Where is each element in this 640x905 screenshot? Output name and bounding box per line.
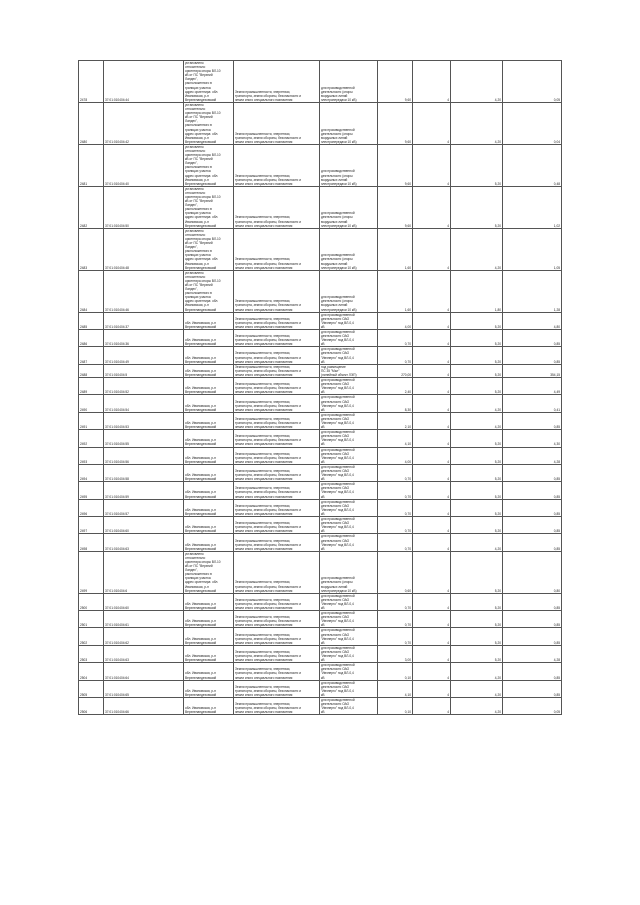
cadastral-number: 37:01:010404:6 <box>104 551 184 593</box>
permitted-use: для производственной деятельности ОАО "Ивэнерго" под ВЛ-0,4 кВ <box>320 412 378 429</box>
table-body <box>79 61 562 715</box>
rate-value: 4 <box>413 270 451 312</box>
permitted-use: для производственной деятельности ОАО "Ивэнерго" под ВЛ-0,4 кВ <box>320 330 378 347</box>
cadastral-number: 37:01:010404:48 <box>104 228 184 270</box>
permitted-use: для производственной деятельности ОАО "Ивэнерго" под ВЛ-0,4 кВ <box>320 464 378 481</box>
land-category: Земли промышленности, энергетики, транспорта, земли обороны, безопасности и земли иного специального назначения <box>234 534 320 551</box>
payment-value: 0,05 <box>503 697 562 714</box>
table-row <box>79 228 562 270</box>
rate-value: 4 <box>413 61 451 103</box>
table-row <box>79 102 562 144</box>
table-row <box>79 61 562 103</box>
permitted-use: для производственной деятельности (опоры воздушных линий электропередачи 10 кВ) <box>320 270 378 312</box>
location-description: обл. Ивановская, р-н Верхнеландеховский <box>184 593 234 610</box>
permitted-use: для производственной деятельности ОАО "Ивэнерго" под ВЛ-0,4 кВ <box>320 430 378 447</box>
location-description: обл. Ивановская, р-н Верхнеландеховский <box>184 628 234 645</box>
land-category: Земли промышленности, энергетики, транспорта, земли обороны, безопасности и земли иного специального назначения <box>234 593 320 610</box>
land-category: Земли промышленности, энергетики, транспорта, земли обороны, безопасности и земли иного специального назначения <box>234 364 320 377</box>
land-category: Земли промышленности, энергетики, транспорта, земли обороны, безопасности и земли иного специального назначения <box>234 611 320 628</box>
payment-value: 4,49 <box>503 378 562 395</box>
land-category: Земли промышленности, энергетики, транспорта, земли обороны, безопасности и земли иного специального назначения <box>234 378 320 395</box>
permitted-use: для производственной деятельности ОАО "Ивэнерго" под ВЛ-0,4 кВ <box>320 347 378 364</box>
location-description: обл. Ивановская, р-н Верхнеландеховский <box>184 330 234 347</box>
row-number: 2481 <box>79 144 104 186</box>
land-category: Земли промышленности, энергетики, транспорта, земли обороны, безопасности и земли иного специального назначения <box>234 517 320 534</box>
table-row <box>79 645 562 662</box>
area-value: 0,70 <box>378 611 413 628</box>
area-value: 2,40 <box>378 378 413 395</box>
row-number: 2491 <box>79 412 104 429</box>
row-number: 2485 <box>79 312 104 329</box>
location-description: обл. Ивановская, р-н Верхнеландеховский <box>184 412 234 429</box>
land-category: Земли промышленности, энергетики, транспорта, земли обороны, безопасности и земли иного специального назначения <box>234 347 320 364</box>
cadastral-number: 37:01:010404:59 <box>104 482 184 499</box>
area-value: 0,70 <box>378 593 413 610</box>
rate-value: 4 <box>413 499 451 516</box>
payment-value: 4,28 <box>503 645 562 662</box>
rate-value: 4 <box>413 378 451 395</box>
payment-value: 354,15 <box>503 364 562 377</box>
land-category: Земли промышленности, энергетики, транспорта, земли обороны, безопасности и земли иного специального назначения <box>234 270 320 312</box>
area-value: 1,60 <box>378 270 413 312</box>
cadastral-number: 37:01:010404:50 <box>104 186 184 228</box>
land-category: Земли промышленности, энергетики, транспорта, земли обороны, безопасности и земли иного специального назначения <box>234 628 320 645</box>
area-value: 1,60 <box>378 228 413 270</box>
payment-value: 0,85 <box>503 593 562 610</box>
cadastral-number: 37:01:010404:42 <box>104 102 184 144</box>
rate-value: 4 <box>413 228 451 270</box>
permitted-use: для производственной деятельности ОАО "Ивэнерго" под ВЛ-0,4 кВ <box>320 680 378 697</box>
coefficient-value: 4,20 <box>451 102 503 144</box>
location-description: обл. Ивановская, р-н Верхнеландеховский <box>184 430 234 447</box>
cadastral-number: 37:01:010404:57 <box>104 499 184 516</box>
payment-value: 1,02 <box>503 186 562 228</box>
permitted-use: для производственной деятельности (опоры воздушных линий электропередачи 10 кВ) <box>320 186 378 228</box>
area-value: 0,70 <box>378 628 413 645</box>
table-row <box>79 499 562 516</box>
permitted-use: для производственной деятельности ОАО "Ивэнерго" под ВЛ-0,4 кВ <box>320 482 378 499</box>
cadastral-number: 37:01:010404:61 <box>104 611 184 628</box>
table-row <box>79 534 562 551</box>
location-description: обл. Ивановская, р-н Верхнеландеховский <box>184 663 234 680</box>
land-category: Земли промышленности, энергетики, транспорта, земли обороны, безопасности и земли иного специального назначения <box>234 663 320 680</box>
coefficient-value: 5,20 <box>451 499 503 516</box>
row-number: 2489 <box>79 378 104 395</box>
location-description: обл. Ивановская, р-н Верхнеландеховский <box>184 482 234 499</box>
rate-value: 4 <box>413 312 451 329</box>
coefficient-value: 5,20 <box>451 517 503 534</box>
location-description: установлено относительно ориентира опоры ВЛ-10 кВ от ПС "Верхний Ландех", расположенного в границах участка адрес ориентира: обл. Ивановская, р-н Верхнеландеховский <box>184 186 234 228</box>
permitted-use: для производственной деятельности ОАО "Ивэнерго" под ВЛ-0,4 кВ <box>320 663 378 680</box>
payment-value: 0,85 <box>503 663 562 680</box>
row-number: 2499 <box>79 551 104 593</box>
rate-value: 4 <box>413 364 451 377</box>
payment-value: 0,85 <box>503 517 562 534</box>
land-category: Земли промышленности, энергетики, транспорта, земли обороны, безопасности и земли иного специального назначения <box>234 464 320 481</box>
location-description: установлено относительно ориентира опоры ВЛ-10 кВ от ПС "Верхний Ландех", расположенного в границах участка адрес ориентира: обл. Ивановская, р-н Верхнеландеховский <box>184 144 234 186</box>
area-value: 0,70 <box>378 517 413 534</box>
row-number: 2487 <box>79 347 104 364</box>
payment-value: 0,85 <box>503 482 562 499</box>
rate-value: 4 <box>413 663 451 680</box>
payment-value: 0,85 <box>503 628 562 645</box>
area-value: 4,00 <box>378 447 413 464</box>
land-category: Земли промышленности, энергетики, транспорта, земли обороны, безопасности и земли иного специального назначения <box>234 186 320 228</box>
location-description: обл. Ивановская, р-н Верхнеландеховский <box>184 534 234 551</box>
table-row <box>79 593 562 610</box>
payment-value: 0,85 <box>503 680 562 697</box>
permitted-use: для производственной деятельности (опоры воздушных линий электропередачи 10 кВ) <box>320 144 378 186</box>
cadastral-number: 37:01:010404:49 <box>104 347 184 364</box>
land-category: Земли промышленности, энергетики, транспорта, земли обороны, безопасности и земли иного специального назначения <box>234 551 320 593</box>
area-value: 270,00 <box>378 364 413 377</box>
location-description: обл. Ивановская, р-н Верхнеландеховский <box>184 364 234 377</box>
area-value: 4,00 <box>378 312 413 329</box>
rate-value: 4 <box>413 347 451 364</box>
cadastral-number: 37:01:010404:5 <box>104 364 184 377</box>
coefficient-value: 4,20 <box>451 412 503 429</box>
cadastral-number: 37:01:010404:65 <box>104 680 184 697</box>
land-category: Земли промышленности, энергетики, транспорта, земли обороны, безопасности и земли иного специального назначения <box>234 447 320 464</box>
cadastral-number: 37:01:010404:37 <box>104 312 184 329</box>
table-row <box>79 482 562 499</box>
land-category: Земли промышленности, энергетики, транспорта, земли обороны, безопасности и земли иного специального назначения <box>234 645 320 662</box>
permitted-use: для производственной деятельности ОАО "Ивэнерго" под ВЛ-0,4 кВ <box>320 697 378 714</box>
row-number: 2480 <box>79 102 104 144</box>
cadastral-number: 37:01:010404:63 <box>104 534 184 551</box>
land-category: Земли промышленности, энергетики, транспорта, земли обороны, безопасности и земли иного специального назначения <box>234 482 320 499</box>
location-description: обл. Ивановская, р-н Верхнеландеховский <box>184 347 234 364</box>
payment-value: 0,85 <box>503 611 562 628</box>
payment-value: 0,05 <box>503 61 562 103</box>
area-value: 2,10 <box>378 412 413 429</box>
payment-value: 0,85 <box>503 464 562 481</box>
table-row <box>79 412 562 429</box>
coefficient-value: 5,20 <box>451 551 503 593</box>
row-number: 2504 <box>79 663 104 680</box>
rate-value: 4 <box>413 628 451 645</box>
table-row <box>79 628 562 645</box>
row-number: 2500 <box>79 593 104 610</box>
cadastral-number: 37:01:010404:36 <box>104 330 184 347</box>
land-category: Земли промышленности, энергетики, транспорта, земли обороны, безопасности и земли иного специального назначения <box>234 680 320 697</box>
location-description: обл. Ивановская, р-н Верхнеландеховский <box>184 395 234 412</box>
rate-value: 4 <box>413 330 451 347</box>
area-value: 9,60 <box>378 144 413 186</box>
table-row <box>79 312 562 329</box>
payment-value: 0,85 <box>503 534 562 551</box>
rate-value: 4 <box>413 412 451 429</box>
row-number: 2506 <box>79 697 104 714</box>
location-description: обл. Ивановская, р-н Верхнеландеховский <box>184 611 234 628</box>
table-row <box>79 270 562 312</box>
row-number: 2498 <box>79 534 104 551</box>
area-value: 4,10 <box>378 680 413 697</box>
row-number: 2497 <box>79 517 104 534</box>
coefficient-value: 5,20 <box>451 447 503 464</box>
table-row <box>79 186 562 228</box>
permitted-use: для производственной деятельности ОАО "Ивэнерго" под ВЛ-0,4 кВ <box>320 628 378 645</box>
payment-value: 0,85 <box>503 330 562 347</box>
area-value: 0,70 <box>378 499 413 516</box>
area-value: 0,70 <box>378 347 413 364</box>
payment-value: 0,41 <box>503 395 562 412</box>
land-category: Земли промышленности, энергетики, транспорта, земли обороны, безопасности и земли иного специального назначения <box>234 430 320 447</box>
cadastral-number: 37:01:010404:66 <box>104 697 184 714</box>
coefficient-value: 4,20 <box>451 61 503 103</box>
table-row <box>79 395 562 412</box>
cadastral-number: 37:01:010404:60 <box>104 593 184 610</box>
land-category: Земли промышленности, энергетики, транспорта, земли обороны, безопасности и земли иного специального назначения <box>234 61 320 103</box>
rate-value: 4 <box>413 611 451 628</box>
area-value: 9,60 <box>378 102 413 144</box>
land-category: Земли промышленности, энергетики, транспорта, земли обороны, безопасности и земли иного специального назначения <box>234 330 320 347</box>
location-description: обл. Ивановская, р-н Верхнеландеховский <box>184 697 234 714</box>
rate-value: 4 <box>413 680 451 697</box>
payment-value: 4,28 <box>503 447 562 464</box>
rate-value: 4 <box>413 697 451 714</box>
permitted-use: для производственной деятельности ОАО "Ивэнерго" под ВЛ-0,4 кВ <box>320 534 378 551</box>
row-number: 2486 <box>79 330 104 347</box>
permitted-use: для производственной деятельности ОАО "Ивэнерго" под ВЛ-0,4 кВ <box>320 447 378 464</box>
permitted-use: для производственной деятельности ОАО "Ивэнерго" под ВЛ-0,4 кВ <box>320 645 378 662</box>
rate-value: 4 <box>413 593 451 610</box>
coefficient-value: 4,20 <box>451 395 503 412</box>
permitted-use: для производственной деятельности ОАО "Ивэнерго" под ВЛ-0,4 кВ <box>320 312 378 329</box>
row-number: 2478 <box>79 61 104 103</box>
land-category: Земли промышленности, энергетики, транспорта, земли обороны, безопасности и земли иного специального назначения <box>234 144 320 186</box>
coefficient-value: 5,20 <box>451 186 503 228</box>
land-register-table <box>78 60 562 715</box>
coefficient-value: 1,80 <box>451 270 503 312</box>
coefficient-value: 5,20 <box>451 645 503 662</box>
table-row <box>79 447 562 464</box>
coefficient-value: 5,20 <box>451 330 503 347</box>
permitted-use: для производственной деятельности (опоры воздушных линий электропередачи 10 кВ) <box>320 102 378 144</box>
row-number: 2495 <box>79 482 104 499</box>
coefficient-value: 4,20 <box>451 534 503 551</box>
table-row <box>79 611 562 628</box>
row-number: 2488 <box>79 364 104 377</box>
coefficient-value: 4,20 <box>451 663 503 680</box>
cadastral-number: 37:01:010404:52 <box>104 378 184 395</box>
land-category: Земли промышленности, энергетики, транспорта, земли обороны, безопасности и земли иного специального назначения <box>234 395 320 412</box>
area-value: 0,60 <box>378 551 413 593</box>
location-description: установлено относительно ориентира опоры ВЛ-10 кВ от ПС "Верхний Ландех", расположенного в границах участка адрес ориентира: обл. Ивановская, р-н Верхнеландеховский <box>184 102 234 144</box>
cadastral-number: 37:01:010404:56 <box>104 447 184 464</box>
coefficient-value: 4,20 <box>451 680 503 697</box>
table-row <box>79 663 562 680</box>
table-row <box>79 551 562 593</box>
rate-value: 4 <box>413 551 451 593</box>
rate-value: 4 <box>413 447 451 464</box>
location-description: установлено относительно ориентира опоры ВЛ-10 кВ от ПС "Верхний Ландех", расположенного в границах участка адрес ориентира: обл. Ивановская, р-н Верхнеландеховский <box>184 270 234 312</box>
area-value: 9,60 <box>378 61 413 103</box>
coefficient-value: 5,20 <box>451 464 503 481</box>
location-description: обл. Ивановская, р-н Верхнеландеховский <box>184 645 234 662</box>
location-description: обл. Ивановская, р-н Верхнеландеховский <box>184 312 234 329</box>
land-category: Земли промышленности, энергетики, транспорта, земли обороны, безопасности и земли иного специального назначения <box>234 102 320 144</box>
area-value: 3,00 <box>378 645 413 662</box>
coefficient-value: 5,20 <box>451 628 503 645</box>
payment-value: 0,04 <box>503 102 562 144</box>
area-value: 8,30 <box>378 395 413 412</box>
area-value: 0,70 <box>378 330 413 347</box>
location-description: обл. Ивановская, р-н Верхнеландеховский <box>184 378 234 395</box>
payment-value: 1,28 <box>503 270 562 312</box>
coefficient-value: 5,20 <box>451 482 503 499</box>
rate-value: 4 <box>413 430 451 447</box>
payment-value: 0,48 <box>503 144 562 186</box>
payment-value: 1,05 <box>503 228 562 270</box>
table-row <box>79 430 562 447</box>
payment-value: 0,85 <box>503 347 562 364</box>
rate-value: 4 <box>413 534 451 551</box>
rate-value: 4 <box>413 395 451 412</box>
register-sheet <box>78 60 561 715</box>
row-number: 2496 <box>79 499 104 516</box>
coefficient-value: 5,20 <box>451 347 503 364</box>
row-number: 2505 <box>79 680 104 697</box>
permitted-use: для производственной деятельности ОАО "Ивэнерго" под ВЛ-0,4 кВ <box>320 517 378 534</box>
cadastral-number: 37:01:010404:60 <box>104 517 184 534</box>
rate-value: 4 <box>413 186 451 228</box>
coefficient-value: 5,20 <box>451 593 503 610</box>
permitted-use: для производственной деятельности ОАО "Ивэнерго" под ВЛ-0,4 кВ <box>320 611 378 628</box>
location-description: обл. Ивановская, р-н Верхнеландеховский <box>184 517 234 534</box>
location-description: обл. Ивановская, р-н Верхнеландеховский <box>184 680 234 697</box>
table-row <box>79 378 562 395</box>
coefficient-value: 5,20 <box>451 611 503 628</box>
table-row <box>79 330 562 347</box>
cadastral-number: 37:01:010404:54 <box>104 395 184 412</box>
area-value: 9,60 <box>378 186 413 228</box>
row-number: 2502 <box>79 628 104 645</box>
coefficient-value: 5,20 <box>451 430 503 447</box>
land-category: Земли промышленности, энергетики, транспорта, земли обороны, безопасности и земли иного специального назначения <box>234 697 320 714</box>
row-number: 2490 <box>79 395 104 412</box>
rate-value: 4 <box>413 144 451 186</box>
location-description: обл. Ивановская, р-н Верхнеландеховский <box>184 499 234 516</box>
payment-value: 0,80 <box>503 551 562 593</box>
rate-value: 4 <box>413 464 451 481</box>
payment-value: 0,85 <box>503 499 562 516</box>
land-category: Земли промышленности, энергетики, транспорта, земли обороны, безопасности и земли иного специального назначения <box>234 499 320 516</box>
coefficient-value: 5,20 <box>451 364 503 377</box>
cadastral-number: 37:01:010404:40 <box>104 144 184 186</box>
row-number: 2503 <box>79 645 104 662</box>
location-description: установлено относительно ориентира опоры ВЛ-10 кВ от ПС "Верхний Ландех", расположенного в границах участка адрес ориентира: обл. Ивановская, р-н Верхнеландеховский <box>184 228 234 270</box>
table-row <box>79 364 562 377</box>
permitted-use: для производственной деятельности ОАО "Ивэнерго" под ВЛ-0,4 кВ <box>320 499 378 516</box>
area-value: 4,10 <box>378 430 413 447</box>
rate-value: 4 <box>413 102 451 144</box>
land-category: Земли промышленности, энергетики, транспорта, земли обороны, безопасности и земли иного специального назначения <box>234 228 320 270</box>
rate-value: 4 <box>413 517 451 534</box>
permitted-use: для производственной деятельности ОАО "Ивэнерго" под ВЛ-0,4 кВ <box>320 378 378 395</box>
coefficient-value: 5,20 <box>451 312 503 329</box>
payment-value: 4,30 <box>503 430 562 447</box>
coefficient-value: 4,20 <box>451 697 503 714</box>
coefficient-value: 5,20 <box>451 378 503 395</box>
table-row <box>79 680 562 697</box>
cadastral-number: 37:01:010404:55 <box>104 430 184 447</box>
permitted-use: для производственной деятельности ОАО "Ивэнерго" под ВЛ-0,4 кВ <box>320 395 378 412</box>
land-category: Земли промышленности, энергетики, транспорта, земли обороны, безопасности и земли иного специального назначения <box>234 412 320 429</box>
land-category: Земли промышленности, энергетики, транспорта, земли обороны, безопасности и земли иного специального назначения <box>234 312 320 329</box>
location-description: обл. Ивановская, р-н Верхнеландеховский <box>184 464 234 481</box>
location-description: обл. Ивановская, р-н Верхнеландеховский <box>184 447 234 464</box>
row-number: 2483 <box>79 228 104 270</box>
payment-value: 4,80 <box>503 312 562 329</box>
permitted-use: для производственной деятельности (опоры воздушных линий электропередачи 10 кВ) <box>320 61 378 103</box>
table-row <box>79 347 562 364</box>
coefficient-value: 5,20 <box>451 144 503 186</box>
area-value: 0,10 <box>378 663 413 680</box>
cadastral-number: 37:01:010404:44 <box>104 61 184 103</box>
area-value: 0,70 <box>378 534 413 551</box>
permitted-use: для производственной деятельности (опоры воздушных линий электропередачи 10 кВ) <box>320 551 378 593</box>
permitted-use: под размещение ПС 35 "Мыт" (линейный объект ЛЭП) <box>320 364 378 377</box>
table-row <box>79 697 562 714</box>
row-number: 2493 <box>79 447 104 464</box>
area-value: 0,70 <box>378 482 413 499</box>
row-number: 2484 <box>79 270 104 312</box>
area-value: 0,70 <box>378 464 413 481</box>
location-description: установлено относительно ориентира опоры ВЛ-10 кВ от ПС "Верхний Ландех", расположенного в границах участка адрес ориентира: обл. Ивановская, р-н Верхнеландеховский <box>184 61 234 103</box>
row-number: 2501 <box>79 611 104 628</box>
table-row <box>79 144 562 186</box>
area-value: 0,10 <box>378 697 413 714</box>
payment-value: 0,85 <box>503 412 562 429</box>
cadastral-number: 37:01:010404:53 <box>104 412 184 429</box>
cadastral-number: 37:01:010404:63 <box>104 645 184 662</box>
rate-value: 4 <box>413 482 451 499</box>
cadastral-number: 37:01:010404:64 <box>104 663 184 680</box>
row-number: 2492 <box>79 430 104 447</box>
row-number: 2482 <box>79 186 104 228</box>
table-row <box>79 464 562 481</box>
cadastral-number: 37:01:010404:58 <box>104 464 184 481</box>
permitted-use: для производственной деятельности (опоры воздушных линий электропередачи 10 кВ) <box>320 228 378 270</box>
coefficient-value: 4,20 <box>451 228 503 270</box>
permitted-use: для производственной деятельности ОАО "Ивэнерго" под ВЛ-0,4 кВ <box>320 593 378 610</box>
cadastral-number: 37:01:010404:46 <box>104 270 184 312</box>
table-row <box>79 517 562 534</box>
location-description: установлено относительно ориентира опоры ВЛ-10 кВ от ПС "Верхний Ландех", расположенного в границах участка адрес ориентира: обл. Ивановская, р-н Верхнеландеховский <box>184 551 234 593</box>
row-number: 2494 <box>79 464 104 481</box>
cadastral-number: 37:01:010404:62 <box>104 628 184 645</box>
rate-value: 4 <box>413 645 451 662</box>
